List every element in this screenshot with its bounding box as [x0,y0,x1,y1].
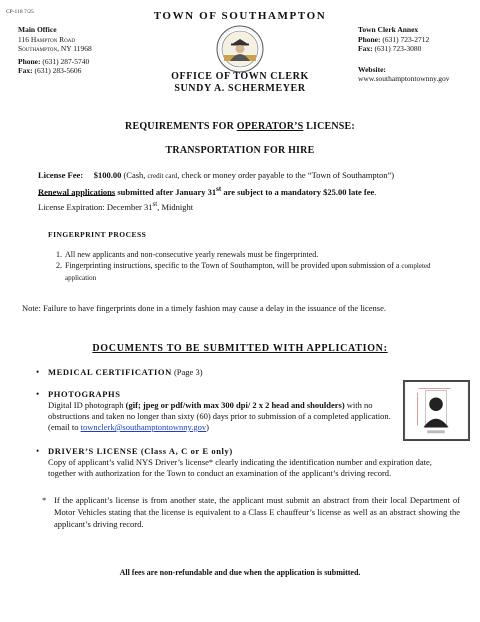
form-code: CP-118 7/25 [6,9,34,15]
fingerprint-item-2-text: Fingerprinting instructions, specific to the Town of Southampton, will be provided upon submission of a [65,261,402,270]
renewal-row [38,183,468,198]
requirements-prefix: REQUIREMENTS FOR [125,121,237,132]
renewal-sup: st [216,184,222,193]
email-link[interactable]: townclerk@southamptontownny.gov [80,422,207,432]
main-office-phone: (631) 287-5740 [42,56,90,66]
requirements-subtitle: TRANSPORTATION FOR HIRE [165,145,315,156]
fee-credit: credit card [147,172,178,180]
medical-heading: MEDICAL CERTIFICATION [48,367,172,377]
office-title: OFFICE OF TOWN CLERK [171,71,309,82]
fingerprint-list [56,249,436,284]
drivers-license-item [38,446,458,479]
requirements-title [0,121,480,132]
fingerprint-heading: FINGERPRINT PROCESS [48,230,147,239]
website-link[interactable]: www.southamptontownny.gov [358,74,450,83]
main-office-address1: 116 Hampton Road [18,34,75,44]
expiration-row [38,198,468,213]
phone-label: Phone: [18,56,41,66]
medical-page: (Page 3) [171,367,203,377]
town-seal-logo [216,25,264,73]
renewal-end: are subject to a mandatory $25.00 late fee [221,186,375,197]
renewal-applications: Renewal applications [38,186,116,197]
photo-example-diagram [403,380,470,441]
annex-phone: (631) 723-2712 [382,34,430,44]
main-office-address2: Southampton, NY 11968 [18,44,92,53]
photo-text-a: Digital ID photograph [48,400,126,410]
fee-paren-rest: , check or money order payable to the “Town of Southampton”) [177,170,395,180]
list-item [56,260,436,284]
bullet: • [36,389,40,399]
fingerprint-item-2 [65,260,436,284]
documents-title: DOCUMENTS TO BE SUBMITTED WITH APPLICATION: [92,343,388,354]
town-clerk-name: SUNDY A. SCHERMEYER [174,83,306,94]
abstract-note [42,494,460,530]
license-fee-label: License Fee: [38,170,84,180]
requirements-emphasis: OPERATOR’S [236,121,304,132]
main-office-heading: Main Office [18,25,57,34]
fax-label: Fax: [18,66,33,75]
photographs-item [38,389,398,433]
abstract-text: If the applicant’s license is from another state, the applicant must submit an abstract from their local Department of Motor Vehicles stating that the license is equivalent to a Class E chauffeur’s license as well as an abstract showing the applicant’s driving record. [54,495,460,529]
footer-note: All fees are non-refundable and due when the application is submitted. [119,568,361,577]
photographs-heading: PHOTOGRAPHS [48,389,121,399]
photo-text-b: with no obstructions and taken no longer than sixty (60) days prior to submission of a completed application. (email to [48,400,391,432]
fax-label: Fax: [358,44,373,53]
renewal-mid: submitted after January 31 [115,186,217,197]
renewal-period: . [374,186,377,197]
website-label: Website: [358,64,386,74]
license-fee-amount: $100.00 [93,170,122,180]
phone-label: Phone: [358,34,381,44]
photo-close: ) [206,422,209,432]
drivers-license-text: Copy of applicant’s valid NYS Driver’s license* clearly indicating the identification number and expiration date, together with authorization for the Town to conduct an examination of the applicant’s driving record. [48,457,432,478]
main-office-fax: (631) 283-5606 [34,66,82,75]
photographs-text [48,400,398,433]
town-title: TOWN OF SOUTHAMPTON [153,10,327,22]
expiration-text: License Expiration: December 31 [38,201,153,212]
expiration-sup: st [152,199,158,208]
photo-spec: (gif; jpeg or pdf/with max 300 dpi/ 2 x 2 head and shoulders) [125,400,345,410]
office-heading [0,71,480,95]
license-fee-row [38,169,468,183]
main-office-phone-row [18,57,92,67]
requirements-suffix: LICENSE: [303,121,355,132]
expiration-end: , Midnight [157,201,194,212]
main-office-block [18,25,92,76]
fingerprint-item-1: All new applicants and non-consecutive yearly renewals must be fingerprinted. [65,250,319,259]
asterisk: * [42,495,47,505]
annex-fax-row [358,44,450,54]
fee-block [38,169,468,213]
fee-paren-open: (Cash, [121,170,148,180]
list-number: 1. [56,250,62,259]
drivers-license-heading: DRIVER’S LICENSE (Class A, C or E only) [48,446,233,456]
annex-heading: Town Clerk Annex [358,25,419,34]
list-item [56,249,436,260]
medical-item [38,367,458,378]
bullet: • [36,446,40,456]
fingerprint-item-2-small: completed application [65,262,431,282]
annex-fax: (631) 723-3080 [374,44,422,53]
fingerprint-note: Note: Failure to have fingerprints done in a timely fashion may cause a delay in the issuance of the license. [22,303,386,313]
list-number: 2. [56,261,62,270]
annex-phone-row [358,35,450,45]
bullet: • [36,367,40,377]
